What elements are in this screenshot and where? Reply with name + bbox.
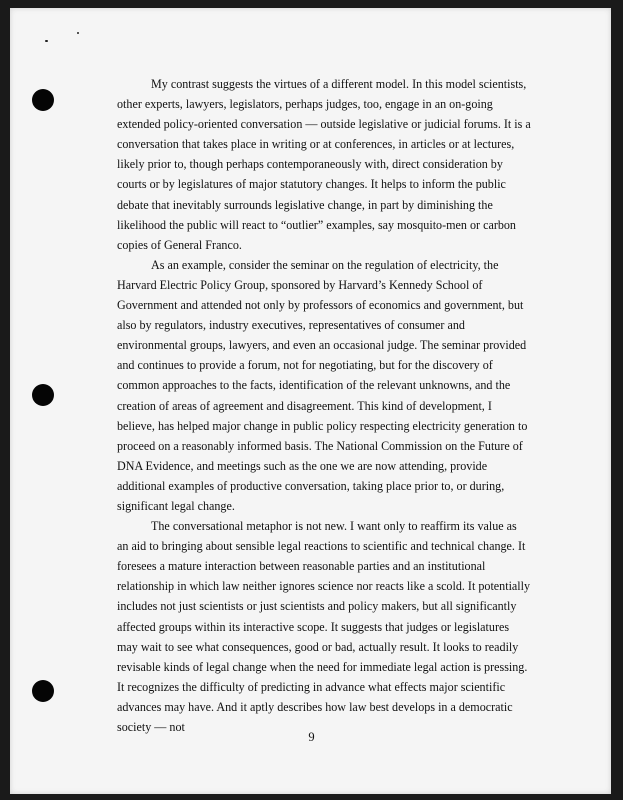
punch-hole-bottom [32, 680, 54, 702]
punch-hole-middle [32, 384, 54, 406]
paragraph-3: The conversational metaphor is not new. I want only to reaffirm its value as an aid to bringing about sensible legal reactions to scientific and technical change. It foresees a mature interaction between reasonable parties and an institutional relationship in which law neither ignores science nor reacts like a scold. It potentially includes not just scientists or just scientists and policy makers, but all significantly affected groups within its interactive scope. It suggests that judges or legislatures may wait to see what consequences, good or bad, actually result. It looks to readily revisable kinds of legal change when the need for immediate legal action is pressing. It recognizes the difficulty of predicting in advance what effects major scientific advances may have. And it aptly describes how law best develops in a democratic society — not [117, 519, 531, 734]
scan-speck [77, 32, 79, 34]
paragraph-1: My contrast suggests the virtues of a different model. In this model scientists, other experts, lawyers, legislators, perhaps judges, too, engage in an on-going extended policy-oriented conversation — outside legislative or judicial forums. It is a conversation that takes place in writing or at conferences, in articles or at lectures, likely prior to, though perhaps contemporaneously with, direct consideration by courts or by legislatures of major statutory changes. It helps to inform the public debate that inevitably surrounds legislative change, in part by diminishing the likelihood the public will react to “outlier” examples, say mosquito-men or carbon copies of General Franco. [117, 77, 531, 252]
body-text [117, 74, 531, 737]
scan-speck [45, 40, 48, 42]
paragraph-2: As an example, consider the seminar on the regulation of electricity, the Harvard Electric Policy Group, sponsored by Harvard’s Kennedy School of Government and attended not only by professors of economics and government, but also by regulators, industry executives, representatives of consumer and environmental groups, lawyers, and even an occasional judge. The seminar provided and continues to provide a forum, not for negotiating, but for the discovery of common approaches to the facts, identification of the relevant unknowns, and the creation of areas of agreement and disagreement. This kind of development, I believe, has helped major change in public policy respecting electricity generation to proceed on a reasonably informed basis. The National Commission on the Future of DNA Evidence, and meetings such as the one we are now attending, provide additional examples of productive conversation, taking place prior to, or during, significant legal change. [117, 257, 528, 513]
page-number: 9 [308, 730, 315, 744]
punch-hole-top [32, 89, 54, 111]
